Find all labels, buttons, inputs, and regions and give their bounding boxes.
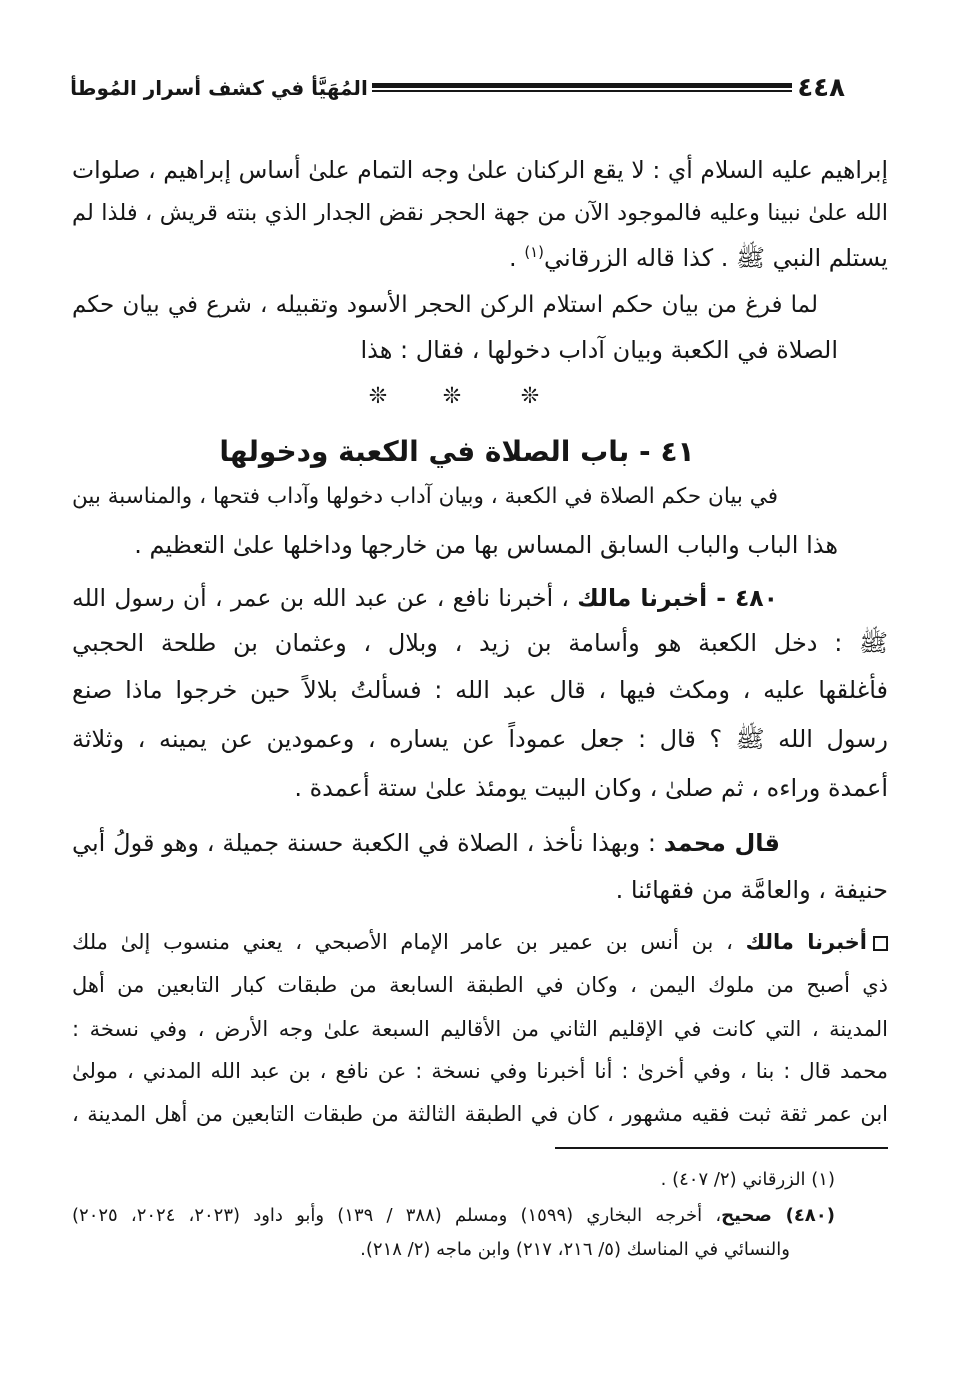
footnote-480 [72, 1201, 835, 1231]
footnote-separator [555, 1147, 888, 1149]
paragraph-line: الله علىٰ نبينا وعليه فالموجود الآن من جهة الحجر نقض الجدار الذي بنته قريش ، فلذا لم [72, 200, 888, 226]
chapter-heading: ٤١ - باب الصلاة في الكعبة ودخولها [219, 435, 695, 468]
separator-star-icon: ❊ [442, 384, 462, 409]
speaker-label: قال محمد [663, 829, 781, 857]
footnote-text: ، أخرجه البخاري (١٥٩٩) ومسلم (٣٨٨ / ١٣٩) وأبو داود (٢٠٢٣، ٢٠٢٤، ٢٠٢٥) [72, 1205, 722, 1226]
header-rule-thin [372, 90, 792, 92]
header-rule [372, 83, 792, 93]
comment-text: : وبهذا نأخذ ، الصلاة في الكعبة حسنة جميلة ، وهو قولُ أبي [72, 829, 664, 857]
hadith-text: ، أخبرنا نافع ، عن عبد الله بن عمر ، أن رسول الله [72, 584, 578, 612]
paragraph-end: . [509, 244, 525, 272]
hadith-line [72, 578, 778, 618]
box-marker-icon [873, 936, 888, 951]
hadith-line: فأغلقها عليه ، ومكث فيها ، قال عبد الله : فسألتُ بلالاً حين خرجوا ماذا صنع [72, 676, 888, 704]
footnote-reference: (١) [524, 243, 544, 261]
sharh-lead: أخبرنا مالك [745, 930, 867, 954]
hadith-line: رسول الله ﷺ ؟ قال : جعل عموداً عن يساره ، وعمودين عن يمينه ، وثلاثة [72, 725, 888, 753]
separator-star-icon: ❊ [368, 384, 388, 409]
sharh-line: ذي أصبح من ملوك اليمن ، وكان في الطبقة السابعة من طبقات كبار التابعين من أهل [72, 973, 888, 997]
muhammad-comment-line: حنيفة ، والعامَّة من فقهائنا . [615, 876, 888, 904]
sharh-text: ، بن أنس بن عمير بن عامر الإمام الأصبحي ، يعني منسوب إلىٰ ملك [72, 930, 746, 954]
hadith-line: ﷺ : دخل الكعبة هو وأسامة بن زيد ، وبلال ، وعثمان بن طلحة الحجبي [72, 629, 888, 657]
transition-line: لما فرغ من بيان حكم استلام الركن الحجر الأسود وتقبيله ، شرع في بيان حكم [72, 292, 818, 318]
separator-star-icon: ❊ [520, 384, 540, 409]
paragraph-text: يستلم النبي ﷺ . كذا قاله الزرقاني [543, 244, 888, 272]
footnote-lead: (٤٨٠) صحيح [721, 1205, 836, 1226]
sharh-line: ابن عمر ثقة ثبت فقيه مشهور ، كان في الطبقة الثالثة من طبقات التابعين من أهل المدينة ، [72, 1102, 888, 1126]
hadith-line: أعمدة وراءه ، ثم صلىٰ ، وكان البيت يومئذ علىٰ ستة أعمدة . [294, 774, 888, 802]
hadith-number: ٤٨٠ - أخبرنا مالك [577, 584, 778, 612]
muhammad-comment-line [72, 823, 780, 863]
page-number: ٤٤٨ [797, 73, 845, 103]
running-title: المُهَيَّأ في كشف أسرار المُوطأ [70, 76, 368, 100]
sharh-line: المدينة ، التي كانت في الإقليم الثاني من الأقاليم السبعة علىٰ وجه الأرض ، وفي نسخة : [72, 1017, 888, 1041]
transition-line: الصلاة في الكعبة وبيان آداب دخولها ، فقال : هذا [360, 336, 838, 364]
header-rule-thick [372, 83, 792, 88]
chapter-intro-line: هذا الباب والباب السابق المساس بها من خارجها وداخلها علىٰ التعظيم . [134, 531, 838, 559]
chapter-intro-line: في بيان حكم الصلاة في الكعبة ، وبيان آداب دخولها وآداب فتحها ، والمناسبة بين [72, 484, 778, 509]
paragraph-line [72, 238, 888, 278]
footnote-1: (١) الزرقاني (٢/ ٤٠٧) . [660, 1169, 835, 1190]
footnote-480-continued: والنسائي في المناسك (٥/ ٢١٦، ٢١٧) وابن ماجه (٢/ ٢١٨). [360, 1239, 790, 1260]
sharh-line: محمد قال : بنا ، وفي أخرىٰ : أنا أخبرنا وفي نسخة : عن نافع ، بن عبد الله المدني ، مولىٰ [72, 1059, 888, 1083]
sharh-line [72, 923, 888, 961]
paragraph-line: إبراهيم عليه السلام أي : لا يقع الركنان علىٰ وجه التمام علىٰ أساس إبراهيم ، صلوات [72, 156, 888, 184]
